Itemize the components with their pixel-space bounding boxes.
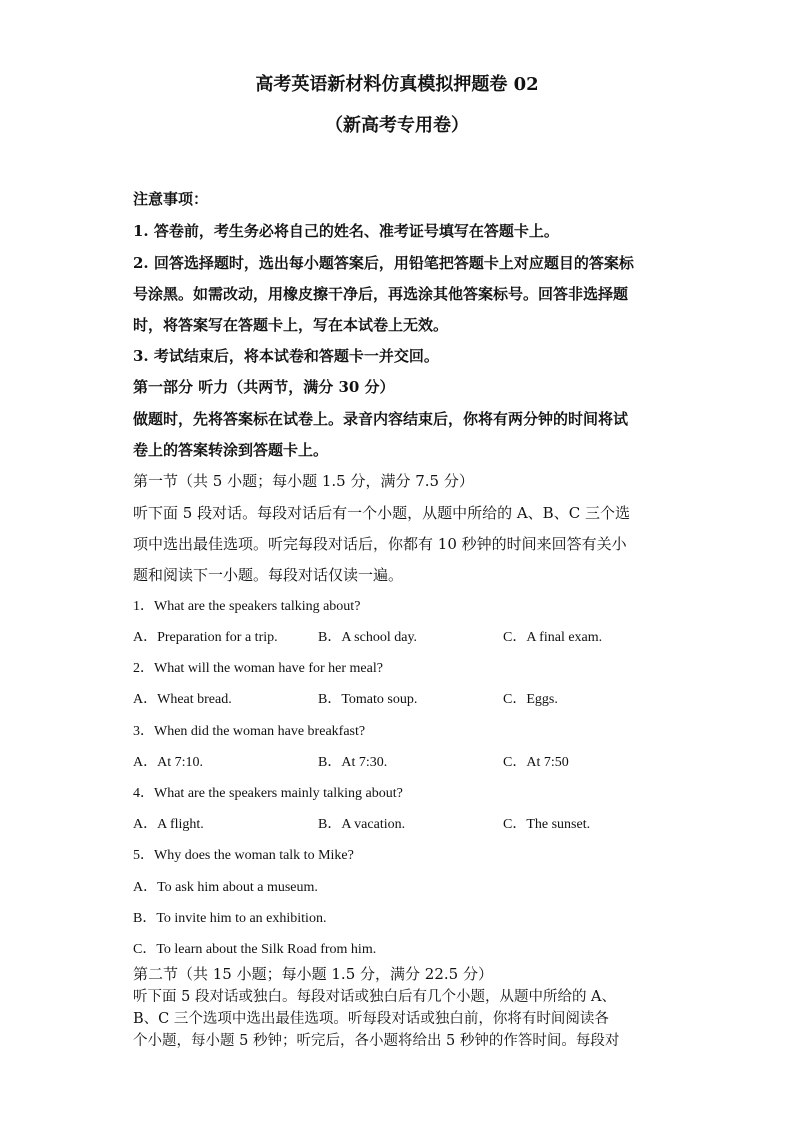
question-5-stem: 5．Why does the woman talk to Mike? [133,848,354,863]
question-5-option-b: B．To invite him to an exhibition. [133,911,327,926]
part-one-heading: 第一部分 听力（共两节，满分 30 分） [133,378,395,396]
notice-item-2-line-1: 2. 回答选择题时，选出每小题答案后，用铅笔把答题卡上对应题目的答案标 [133,254,634,272]
notice-item-3: 3. 考试结束后，将本试卷和答题卡一并交回。 [133,347,439,365]
page-subtitle: （新高考专用卷） [325,115,469,136]
question-4-option-c: C．The sunset. [503,817,591,832]
section-two-intro-line-2: B、C 三个选项中选出最佳选项。听每段对话或独白前，你将有时间阅读各 [133,1011,609,1027]
question-3-option-a: A．At 7:10. [133,755,203,770]
part-one-intro-line-1: 做题时，先将答案标在试卷上。录音内容结束后，你将有两分钟的时间将试 [133,410,629,428]
question-2-option-c: C．Eggs. [503,692,558,707]
question-3-option-c: C．At 7:50 [503,755,569,770]
question-3-stem: 3．When did the woman have breakfast? [133,724,366,739]
part-one-intro-line-2: 卷上的答案转涂到答题卡上。 [133,441,329,459]
section-one-intro-line-1: 听下面 5 段对话。每段对话后有一个小题，从题中所给的 A、B、C 三个选 [133,504,630,522]
notice-item-1: 1. 答卷前，考生务必将自己的姓名、准考证号填写在答题卡上。 [133,222,559,240]
question-4-option-b: B．A vacation. [318,817,406,832]
question-1-stem: 1．What are the speakers talking about? [133,599,361,614]
section-two-intro-line-3: 个小题，每小题 5 秒钟；听完后，各小题将给出 5 秒钟的作答时间。每段对 [133,1033,620,1049]
section-two-intro-line-1: 听下面 5 段对话或独白。每段对话或独白后有几个小题，从题中所给的 A、 [133,989,617,1005]
section-one-intro-line-3: 题和阅读下一小题。每段对话仅读一遍。 [133,566,404,584]
question-1-option-b: B．A school day. [318,630,418,645]
question-2-stem: 2．What will the woman have for her meal? [133,661,383,676]
section-two-heading: 第二节（共 15 小题；每小题 1.5 分，满分 22.5 分） [133,965,493,983]
question-3-option-b: B．At 7:30. [318,755,388,770]
section-one-intro-line-2: 项中选出最佳选项。听完每段对话后，你都有 10 秒钟的时间来回答有关小 [133,535,627,553]
section-one-heading: 第一节（共 5 小题；每小题 1.5 分，满分 7.5 分） [133,472,474,490]
notice-heading: 注意事项： [133,190,209,208]
question-2-option-b: B．Tomato soup. [318,692,418,707]
notice-item-2-line-2: 号涂黑。如需改动，用橡皮擦干净后，再选涂其他答案标号。回答非选择题 [133,285,629,303]
question-5-option-c: C．To learn about the Silk Road from him. [133,942,377,957]
notice-item-2-line-3: 时，将答案写在答题卡上，写在本试卷上无效。 [133,316,449,334]
question-2-option-a: A．Wheat bread. [133,692,232,707]
question-4-stem: 4．What are the speakers mainly talking about? [133,786,403,801]
question-1-option-c: C．A final exam. [503,630,603,645]
question-1-option-a: A．Preparation for a trip. [133,630,278,645]
question-5-option-a: A．To ask him about a museum. [133,880,318,895]
page-title: 高考英语新材料仿真模拟押题卷 02 [255,74,539,95]
question-4-option-a: A．A flight. [133,817,204,832]
